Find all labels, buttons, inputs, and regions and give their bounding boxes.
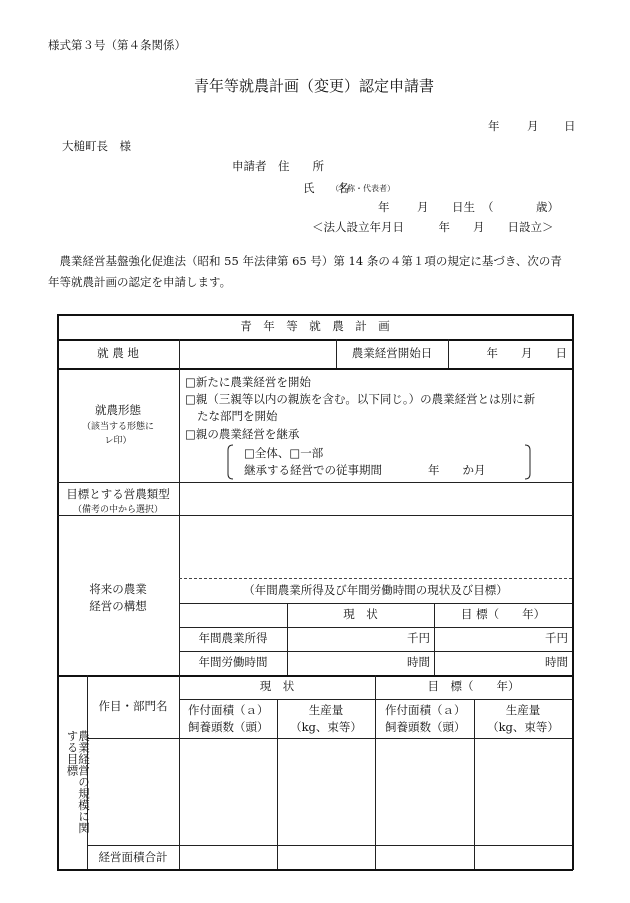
hours-label: 年間労働時間 (198, 655, 268, 670)
income-label: 年間農業所得 (198, 631, 268, 646)
age-close: 歳） (536, 200, 559, 214)
current-header: 現 状 (343, 607, 378, 622)
birth-day: 日生 (452, 200, 475, 214)
applicant-label: 申請者 (232, 159, 267, 173)
prod-label-current-2: （kg、束等） (290, 720, 362, 734)
name-label-note: （名称・代表者） (331, 184, 395, 193)
crop-entry-field[interactable] (88, 739, 179, 845)
name-label: 氏 名 (303, 181, 349, 195)
prod-current-field[interactable] (278, 739, 375, 845)
target-header: 目 標（ 年） (460, 607, 546, 622)
date-year: 年 (488, 119, 500, 133)
birth-month: 月 (417, 200, 429, 214)
option-inherit[interactable]: □親の農業経営を継承 (185, 427, 300, 441)
intro-line-1: 農業経営基盤強化促進法（昭和 55 年法律第 65 号）第 14 条の４第１項の規定に基づき、次の青 (48, 254, 562, 268)
farming-form-note: （該当する形態に レ印） (81, 422, 154, 447)
form-number: 様式第３号（第４条関係） (48, 38, 186, 52)
target-type-field[interactable] (180, 483, 572, 515)
birth-year: 年 (378, 200, 390, 214)
prod-label-target-2: （kg、束等） (487, 720, 559, 734)
crop-label: 作目・部門名 (98, 698, 168, 713)
area-current-field[interactable] (180, 739, 277, 845)
page-title: 青年等就農計画（変更）認定申請書 (194, 77, 435, 95)
vision-field[interactable] (180, 516, 572, 578)
prod-target-field[interactable] (475, 739, 572, 845)
left-bracket-icon (226, 444, 234, 480)
address-label: 住 所 (278, 159, 324, 173)
start-date-label: 農業経営開始日 (351, 345, 433, 360)
date-day: 日 (564, 119, 576, 133)
start-date-value[interactable]: 年 月 日 (486, 345, 567, 360)
intro-line-2: 年等就農計画の認定を申請します。 (48, 275, 232, 289)
area-target-field[interactable] (376, 739, 474, 845)
scale-side-label: 農業経営の規模に関する目標 (65, 730, 91, 834)
income-target-unit[interactable]: 千円 (545, 631, 568, 646)
option-new-farming[interactable]: □新たに農業経営を開始 (185, 375, 311, 389)
area-label-current-1: 作付面積（ａ） (188, 703, 269, 717)
farm-location-label: 就 農 地 (97, 345, 139, 360)
hours-target-unit[interactable]: 時間 (545, 655, 568, 670)
prod-label-target-1: 生産量 (505, 703, 541, 717)
area-label-current-2: 飼養頭数（頭） (188, 720, 269, 734)
farm-location-field[interactable] (180, 339, 336, 368)
target-type-note: （備考の中から選択） (72, 505, 163, 515)
area-label-target-2: 飼養頭数（頭） (385, 720, 466, 734)
target-type-label: 目標とする営農類型 (66, 487, 170, 501)
hours-current-unit[interactable]: 時間 (407, 655, 430, 670)
vision-label-2: 経営の構想 (89, 599, 147, 613)
scale-target-header: 目 標（ 年） (427, 679, 520, 694)
farming-form-label: 就農形態 (95, 403, 141, 417)
option-inherit-period: 継承する経営での従事期間 年 か月 (244, 463, 486, 477)
area-label-target-1: 作付面積（ａ） (385, 703, 466, 717)
option-inherit-scope[interactable]: □全体、□一部 (244, 446, 324, 460)
table-heading: 青 年 等 就 農 計 画 (240, 318, 390, 333)
date-month: 月 (527, 119, 539, 133)
corp-established-date: ＜法人設立年月日 年 月 日設立＞ (312, 220, 554, 234)
right-bracket-icon (524, 444, 532, 480)
vision-label-1: 将来の農業 (89, 582, 147, 596)
total-area-label: 経営面積合計 (98, 849, 168, 864)
recipient: 大槌町長 様 (62, 139, 131, 153)
prod-label-current-1: 生産量 (308, 703, 344, 717)
option-new-division-cont: たな部門を開始 (197, 409, 278, 423)
age-open: （ (482, 200, 494, 214)
scale-current-header: 現 状 (259, 679, 295, 694)
income-current-unit[interactable]: 千円 (407, 631, 430, 646)
option-new-division[interactable]: □親（三親等以内の親族を含む。以下同じ。）の農業経営とは別に新 (185, 392, 536, 406)
income-caption: （年間農業所得及び年間労働時間の現状及び目標） (243, 583, 508, 598)
